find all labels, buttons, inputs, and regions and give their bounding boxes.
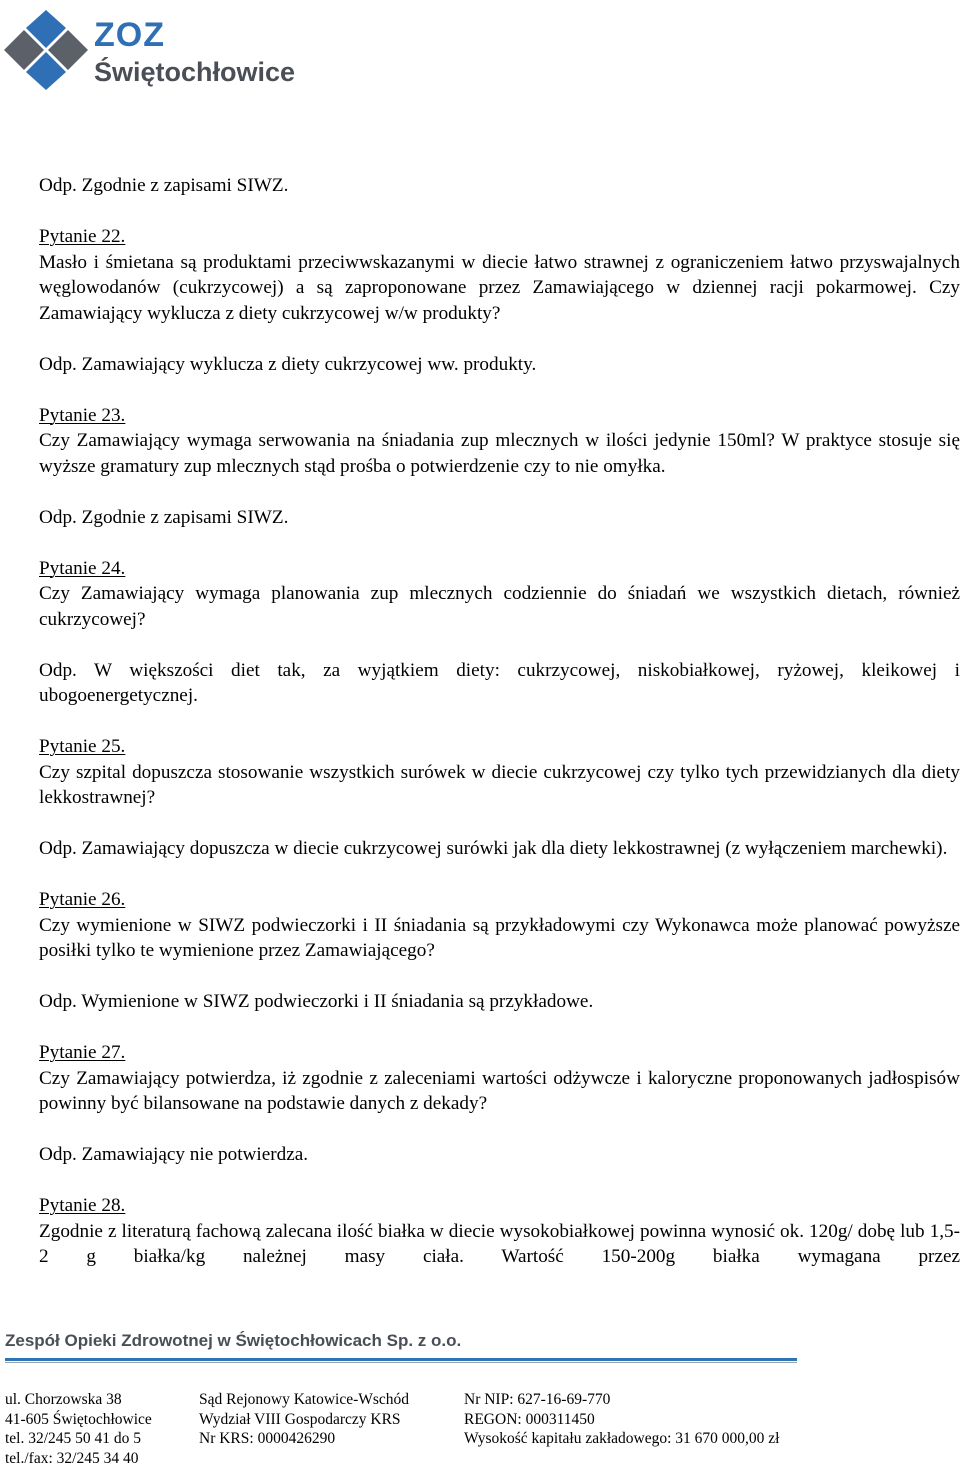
logo-city: Świętochłowice	[94, 57, 296, 87]
footer-capital: Wysokość kapitału zakładowego: 31 670 000,00 zł	[464, 1430, 780, 1447]
question-paragraph: Czy szpital dopuszcza stosowanie wszystkich surówek w diecie cukrzycowej czy tylko tych przewidzianych dla diety lekkostrawnej?	[39, 761, 960, 808]
logo-title: ZOZ	[94, 16, 165, 54]
footer-regon: REGON: 000311450	[464, 1410, 595, 1428]
footer-nip: Nr NIP: 627-16-69-770	[464, 1391, 611, 1408]
logo	[4, 10, 294, 90]
footer-address-column	[5, 1390, 152, 1468]
zoz-diamond-logo-icon	[4, 10, 88, 90]
footer-divider-thin	[5, 1362, 797, 1363]
question-paragraph: Czy Zamawiający wymaga serwowania na śniadania zup mlecznych w ilości jedynie 150ml? W praktyce stosuje się wyższe gramatury zup mlecznych stąd prośba o potwierdzenie czy to nie omyłka.	[39, 430, 960, 477]
footer-court-column	[199, 1390, 409, 1449]
footer-registry-column	[464, 1390, 779, 1449]
footer-street: ul. Chorzowska 38	[5, 1391, 122, 1408]
footer-divider	[5, 1358, 797, 1363]
answer-paragraph: Odp. Zamawiający dopuszcza w diecie cukrzycowej surówki jak dla diety lekkostrawnej (z wyłączeniem marchewki).	[39, 838, 948, 859]
question-paragraph: Zgodnie z literaturą fachową zalecana ilość białka w diecie wysokobiałkowej powinna wynosić ok. 120g/ dobę lub 1,5-2 g białka/kg należnej masy ciała. Wartość 150-200g białka wymagana przez	[39, 1220, 960, 1267]
footer-company-name: Zespół Opieki Zdrowotnej w Świętochłowicach Sp. z o.o.	[5, 1331, 462, 1350]
question-paragraph: Masło i śmietana są produktami przeciwwskazanymi w diecie łatwo strawnej z ograniczeniem łatwo przyswajalnych węglowodanów (cukrzycowej) a są zaproponowane przez Zamawiającego w dziennej racji pokarmowej. Czy Zamawiający wyklucza z diety cukrzycowej w/w produkty?	[39, 251, 960, 324]
footer-phone: tel. 32/245 50 41 do 5	[5, 1430, 142, 1447]
answer-paragraph: Odp. Wymienione w SIWZ podwieczorki i II śniadania są przykładowe.	[39, 991, 594, 1012]
question-heading: Pytanie 28.	[39, 1195, 126, 1216]
question-heading: Pytanie 22.	[39, 226, 126, 247]
question-heading: Pytanie 24.	[39, 557, 126, 579]
question-paragraph: Czy wymienione w SIWZ podwieczorki i II śniadania są przykładowymi czy Wykonawca może planować powyższe posiłki tylko te wymienione przez Zamawiającego?	[39, 914, 960, 961]
answer-paragraph: Odp. Zgodnie z zapisami SIWZ.	[39, 175, 289, 196]
footer-fax: tel./fax: 32/245 34 40	[5, 1449, 139, 1467]
question-paragraph: Czy Zamawiający wymaga planowania zup mlecznych codziennie do śniadań we wszystkich dietach, również cukrzycowej?	[39, 583, 960, 630]
footer-krs: Nr KRS: 0000426290	[199, 1430, 336, 1447]
answer-paragraph: Odp. Zgodnie z zapisami SIWZ.	[39, 506, 289, 528]
footer-divider-thick	[5, 1358, 797, 1361]
answer-paragraph: Odp. W większości diet tak, za wyjątkiem diety: cukrzycowej, niskobiałkowej, ryżowej, kleikowej i ubogoenergetycznej.	[39, 659, 960, 706]
footer-court: Sąd Rejonowy Katowice-Wschód	[199, 1391, 410, 1408]
footer-court-division: Wydział VIII Gospodarczy KRS	[199, 1410, 401, 1428]
question-paragraph: Czy Zamawiający potwierdza, iż zgodnie z zaleceniami wartości odżywcze i kaloryczne proponowanych jadłospisów powinny być bilansowane na podstawie danych z dekady?	[39, 1067, 960, 1114]
question-heading: Pytanie 25.	[39, 736, 126, 757]
question-heading: Pytanie 26.	[39, 889, 126, 910]
answer-paragraph: Odp. Zamawiający wyklucza z diety cukrzycowej ww. produkty.	[39, 353, 537, 375]
answer-paragraph: Odp. Zamawiający nie potwierdza.	[39, 1144, 309, 1165]
question-heading: Pytanie 23.	[39, 404, 126, 426]
question-heading: Pytanie 27.	[39, 1042, 126, 1063]
footer-city: 41-605 Świętochłowice	[5, 1410, 152, 1428]
document-body	[39, 173, 960, 1270]
